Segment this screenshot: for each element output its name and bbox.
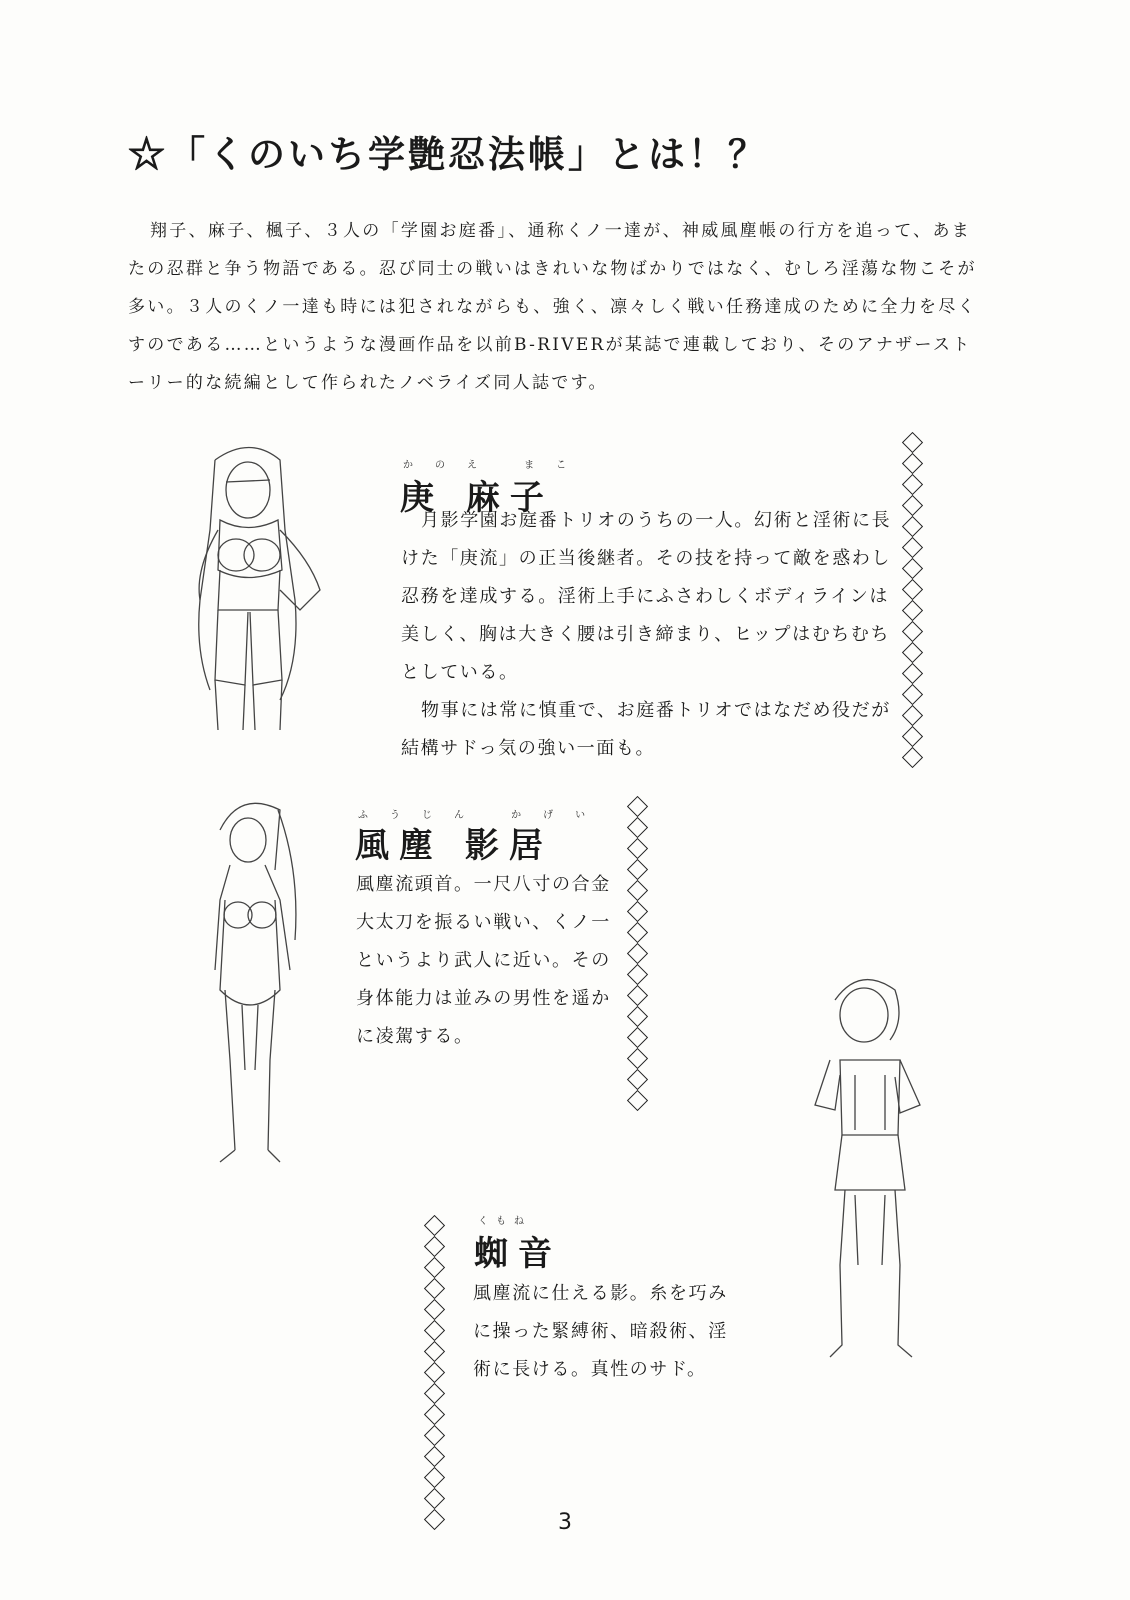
intro-paragraph: 翔子、麻子、楓子、３人の「学園お庭番」、通称くノ一達が、神威風塵帳の行方を追って、あまたの忍群と争う物語である。忍び同士の戦いはきれいな物ばかりではなく、むしろ淫蕩な物こそが多い。３人のくノ一達も時には犯されながらも、強く、凛々しく戦い任務達成のために全力を尽くすのである……というような漫画作品を以前B-RIVERが某誌で連載しており、そのアナザーストーリー的な続編として作られたノベライズ同人誌です。 <box>128 221 977 393</box>
kagei-name: 風塵 影居 <box>355 826 553 866</box>
mako-name: 庚 麻子 <box>400 478 554 518</box>
kumone-illustration <box>800 965 940 1365</box>
kumone-bio <box>473 1275 743 1389</box>
kumone-bio-paragraph: 風塵流に仕える影。糸を巧みに操った緊縛術、暗殺術、淫術に長ける。真性のサド。 <box>473 1283 728 1380</box>
kagei-illustration <box>180 790 330 1170</box>
kumone-name: 蜘音 <box>474 1234 562 1274</box>
mako-diamond-border <box>903 432 921 768</box>
page-number: 3 <box>558 1510 572 1535</box>
kumone-diamond-border <box>425 1215 443 1530</box>
kagei-bio-paragraph: 風塵流頭首。一尺八寸の合金大太刀を振るい戦い、くノ一というより武人に近い。その身体能力は並みの男性を遥かに凌駕する。 <box>356 874 611 1047</box>
mako-bio-paragraph: 月影学園お庭番トリオのうちの一人。幻術と淫術に長けた「庚流」の正当後継者。その技を持って敵を惑わし忍務を達成する。淫術上手にふさわしくボディラインは美しく、胸は大きく腰は引き締まり、ヒップはむちむちとしている。 <box>401 510 892 683</box>
kagei-ruby: ふうじん かげい <box>358 810 608 821</box>
mako-illustration <box>160 440 340 740</box>
kagei-bio <box>356 866 626 1056</box>
mako-ruby: かのえ まこ <box>403 460 589 471</box>
kagei-diamond-border <box>628 796 646 1111</box>
mako-bio-paragraph: 物事には常に慎重で、お庭番トリオではなだめ役だが結構サドっ気の強い一面も。 <box>401 700 891 759</box>
page-title: ☆「くのいち学艶忍法帳」とは！？ <box>128 132 768 176</box>
mako-bio <box>401 494 901 768</box>
kumone-ruby: くもね <box>478 1216 532 1227</box>
